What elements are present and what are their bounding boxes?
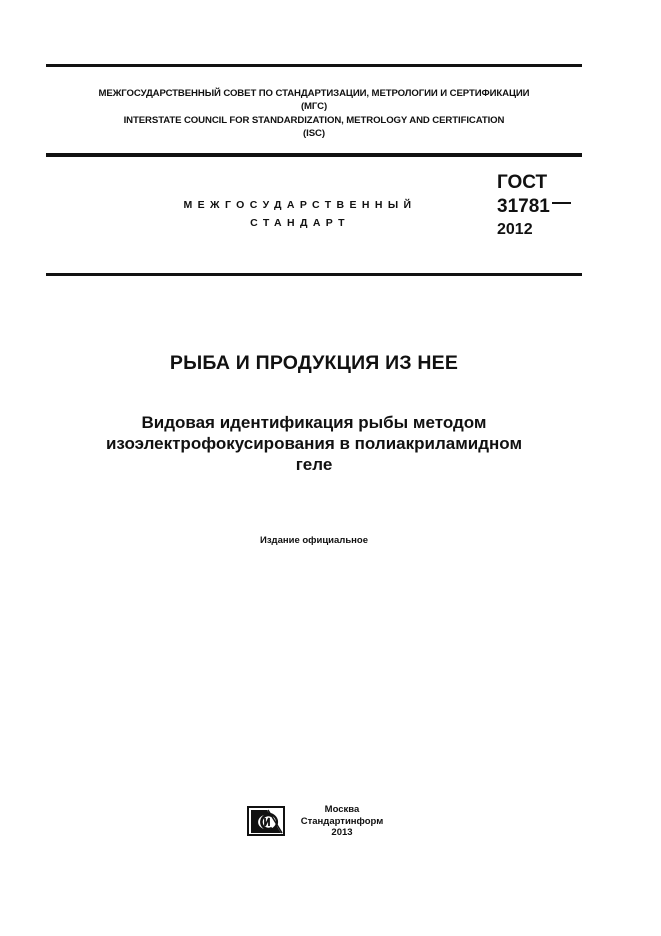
standard-kind-line2: СТАНДАРТ xyxy=(250,217,350,229)
gost-label: ГОСТ xyxy=(497,172,548,193)
council-name-ru: МЕЖГОСУДАРСТВЕННЫЙ СОВЕТ ПО СТАНДАРТИЗАЦИИ, МЕТРОЛОГИИ И СЕРТИФИКАЦИИ xyxy=(98,88,530,99)
gost-dash xyxy=(552,202,571,204)
subtitle-line3: геле xyxy=(295,455,333,474)
publisher-block xyxy=(294,804,390,839)
gost-designation xyxy=(497,171,571,241)
top-rule xyxy=(46,64,582,67)
edition-note: Издание официальное xyxy=(260,535,368,546)
standartinform-logo-icon xyxy=(247,806,285,836)
publisher-year: 2013 xyxy=(331,827,353,838)
council-abbr-ru: (МГС) xyxy=(300,101,328,113)
standard-kind-line1: МЕЖГОСУДАРСТВЕННЫЙ xyxy=(183,199,417,211)
middle-rule xyxy=(46,153,582,157)
publisher-city: Москва xyxy=(324,804,360,815)
gost-number: 31781 xyxy=(497,196,550,217)
council-header xyxy=(46,87,582,141)
council-abbr-en: (ISC) xyxy=(303,128,325,140)
standard-kind xyxy=(120,196,480,232)
council-name-en: INTERSTATE COUNCIL FOR STANDARDIZATION, METROLOGY AND CERTIFICATION xyxy=(123,114,505,126)
document-subtitle xyxy=(46,412,582,475)
publisher-name: Стандартинформ xyxy=(300,815,384,827)
bottom-rule xyxy=(46,273,582,276)
gost-number-line xyxy=(497,195,571,219)
subtitle-line2: изоэлектрофокусирования в полиакриламидном xyxy=(105,434,523,453)
gost-year: 2012 xyxy=(497,221,533,238)
subtitle-line1: Видовая идентификация рыбы методом xyxy=(141,413,487,432)
document-title: РЫБА И ПРОДУКЦИЯ ИЗ НЕЕ xyxy=(169,352,459,374)
